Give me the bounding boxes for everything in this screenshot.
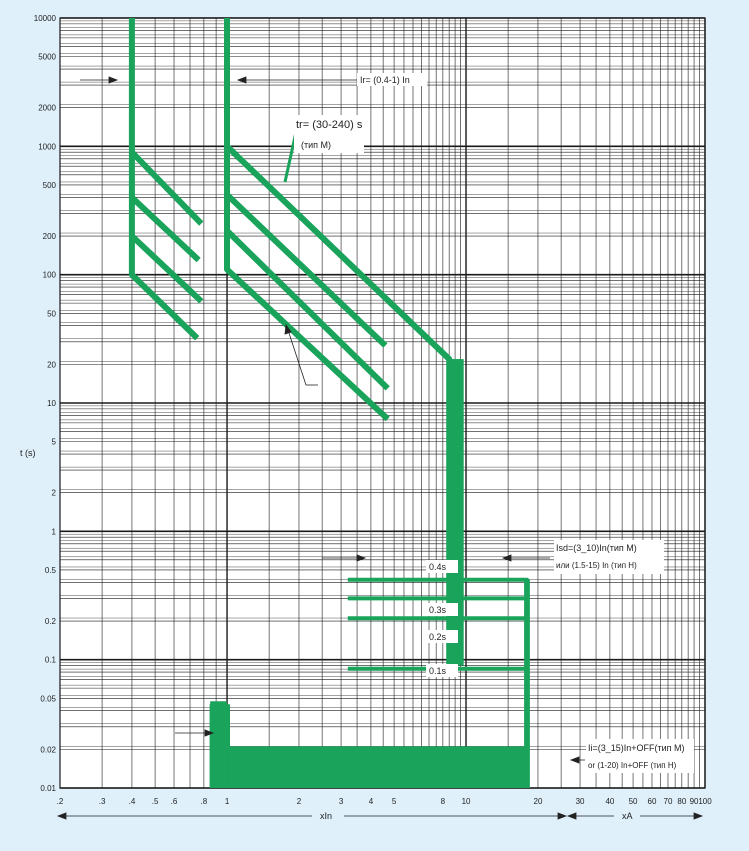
label-0-2s: 0.2s (429, 632, 447, 642)
y-tick-label: 0.5 (44, 565, 56, 575)
annotation-ii-h: or (1-20) In+OFF (тип H) (588, 761, 677, 770)
y-tick-label: 1 (51, 527, 56, 537)
y-tick-label: 0.2 (44, 617, 56, 627)
y-axis-label: t (s) (20, 448, 36, 458)
y-tick-label: 5000 (38, 52, 56, 62)
x-tick-label: 100 (698, 797, 712, 806)
annotation-isd-m: Isd=(3_10)In(тип M) (556, 543, 637, 553)
x-tick-label: 8 (440, 797, 446, 806)
x-axis-label-in: xIn (320, 811, 333, 821)
y-tick-label: 50 (47, 309, 56, 319)
x-tick-label: .5 (151, 797, 159, 806)
x-tick-label: 80 (677, 797, 687, 806)
y-tick-label: 500 (42, 180, 56, 190)
x-tick-label: 60 (647, 797, 657, 806)
x-tick-label: .4 (128, 797, 136, 806)
y-tick-label: 2000 (38, 103, 56, 113)
label-0-1s: 0.1s (429, 666, 447, 676)
x-tick-label: 50 (628, 797, 638, 806)
label-0-4s: 0.4s (429, 562, 447, 572)
annotation-ii-m: Ii=(3_15)In+OFF(тип M) (588, 743, 685, 753)
x-tick-label: 4 (368, 797, 374, 806)
x-tick-label: 5 (391, 797, 397, 806)
y-tick-label: 0.02 (40, 745, 56, 755)
y-tick-label: 10 (47, 399, 56, 408)
x-tick-label: 2 (296, 797, 302, 806)
y-tick-label: 1000 (38, 142, 56, 152)
y-tick-label: 2 (51, 488, 56, 498)
y-tick-label: 20 (47, 360, 56, 370)
annotation-isd-h: или (1.5-15) In (тип H) (556, 561, 637, 570)
x-axis-arrows (58, 813, 702, 819)
annotation-tr-type: (тип M) (301, 140, 332, 150)
y-tick-label: 100 (42, 270, 56, 280)
y-tick-label: 0.05 (40, 694, 56, 704)
x-axis-label-a: xA (622, 811, 633, 821)
x-tick-label: 3 (338, 797, 344, 806)
x-tick-label: .2 (56, 797, 64, 806)
x-tick-label: 90 (689, 797, 699, 806)
y-tick-label: 0.1 (44, 655, 56, 665)
x-tick-label: 10 (461, 797, 471, 806)
x-tick-label: 30 (575, 797, 585, 806)
x-tick-label: 40 (605, 797, 615, 806)
x-tick-label: 1 (224, 797, 230, 806)
y-tick-label: 200 (42, 232, 56, 242)
annotation-ir: Ir= (0.4-1) In (360, 75, 410, 85)
x-tick-label: .3 (98, 797, 106, 806)
instantaneous-floor (227, 749, 527, 788)
label-0-3s: 0.3s (429, 605, 447, 615)
x-tick-label: 20 (533, 797, 543, 806)
y-tick-label: 10000 (33, 14, 56, 23)
x-tick-label: .6 (170, 797, 178, 806)
y-tick-label: 5 (51, 437, 56, 447)
x-tick-label: 70 (663, 797, 673, 806)
y-tick-label: 0.01 (40, 784, 56, 793)
x-tick-label: .8 (200, 797, 208, 806)
annotation-tr: tr= (30-240) s (296, 119, 363, 131)
